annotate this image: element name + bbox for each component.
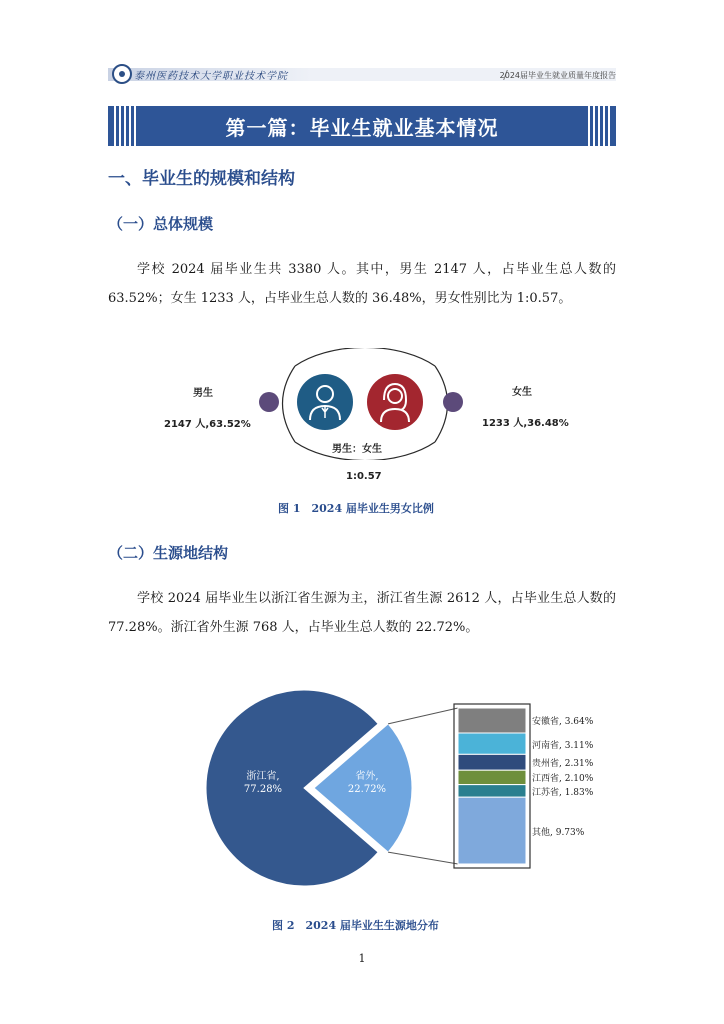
subsection-heading-origin: （二）生源地结构 — [108, 544, 229, 562]
left-dot — [259, 392, 279, 412]
school-logo-icon — [112, 64, 132, 84]
ratio-label: 男生：女生 — [332, 444, 382, 455]
male-person-icon — [297, 374, 353, 430]
male-label: 男生 — [193, 388, 213, 399]
ratio-value: 1:0.57 — [346, 471, 382, 482]
right-dot — [443, 392, 463, 412]
breakdown-segment — [458, 785, 526, 798]
pie-label-zhejiang — [238, 770, 288, 796]
section-heading: 一、毕业生的规模和结构 — [108, 169, 295, 189]
pie-label-outside — [342, 770, 392, 796]
breakdown-label: 江西省, 2.10% — [532, 774, 594, 785]
breakdown-segment — [458, 708, 526, 733]
breakdown-label: 河南省, 3.11% — [532, 740, 594, 751]
breakdown-segment — [458, 770, 526, 784]
breakdown-segment — [458, 797, 526, 864]
breakdown-label: 其他, 9.73% — [532, 827, 585, 838]
female-person-icon — [367, 374, 423, 430]
arc-left — [283, 366, 296, 442]
banner-stripes-right — [588, 106, 610, 146]
female-label: 女生 — [512, 387, 532, 398]
breakdown-label: 安徽省, 3.64% — [532, 717, 594, 728]
chapter-banner — [108, 106, 616, 146]
figure2-caption: 图 2 2024 届毕业生生源地分布 — [272, 919, 439, 932]
pie-label-outside-name: 省外, — [355, 771, 379, 782]
page-number: 1 — [358, 952, 366, 965]
report-title: 2024届毕业生就业质量年度报告 — [499, 71, 616, 80]
arc-top — [295, 348, 435, 366]
paragraph-origin: 学校 2024 届毕业生以浙江省生源为主，浙江省生源 2612 人，占毕业生总人数的 77.28%。浙江省外生源 768 人，占毕业生总人数的 22.72%。 — [108, 591, 616, 635]
banner-stripes-left — [114, 106, 136, 146]
connector-line-bottom — [388, 852, 458, 864]
pie-label-zhejiang-name: 浙江省, — [246, 771, 280, 782]
breakdown-label: 江苏省, 1.83% — [532, 787, 594, 798]
school-name: 泰州医药技术大学职业技术学院 — [134, 71, 288, 82]
female-value: 1233 人,36.48% — [482, 418, 569, 429]
subsection-heading-scale: （一）总体规模 — [108, 215, 214, 233]
figure1-caption: 图 1 2024 届毕业生男女比例 — [278, 502, 434, 515]
paragraph-scale: 学校 2024 届毕业生共 3380 人。其中，男生 2147 人，占毕业生总人数的 63.52%；女生 1233 人，占毕业生总人数的 36.48%，男女性别比为 1:0.57。 — [108, 262, 616, 306]
chapter-title: 第一篇：毕业生就业基本情况 — [225, 115, 499, 140]
breakdown-segment — [458, 754, 526, 770]
breakdown-segment — [458, 733, 526, 754]
male-value: 2147 人,63.52% — [164, 419, 251, 430]
breakdown-label: 贵州省, 2.31% — [532, 759, 594, 770]
pie-label-zhejiang-pct: 77.28% — [243, 784, 283, 795]
connector-line-top — [388, 708, 458, 724]
pie-label-outside-pct: 22.72% — [347, 784, 387, 795]
